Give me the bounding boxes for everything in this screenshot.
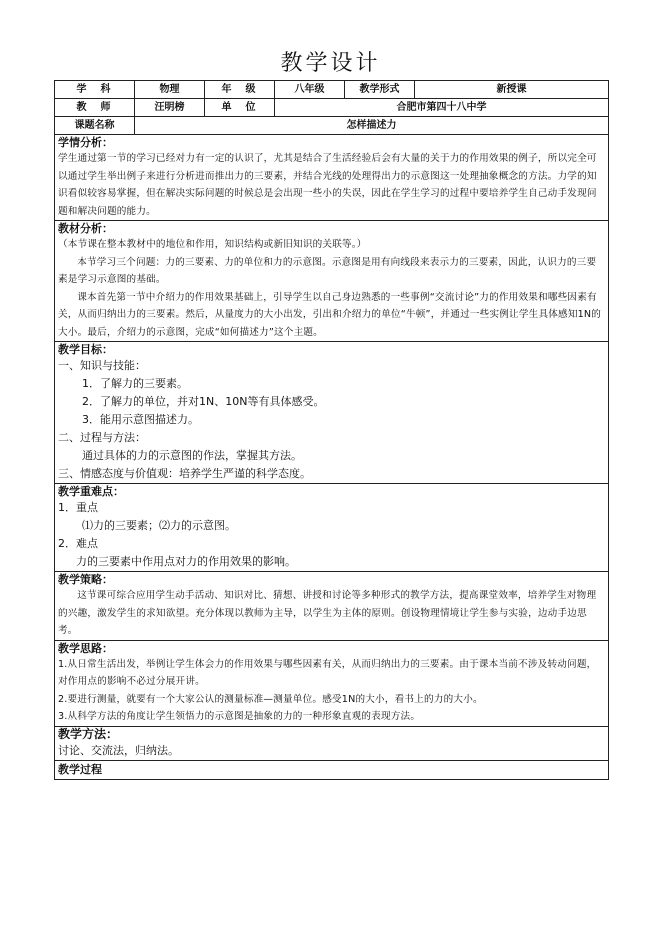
header-row-3 bbox=[55, 117, 609, 135]
teaching-idea-item: 3.从科学方法的角度让学生领悟力的示意图是抽象的力的一种形象直观的表现方法。 bbox=[58, 711, 421, 722]
grade-value: 八年级 bbox=[275, 81, 345, 99]
teaching-methods-heading: 教学方法： bbox=[58, 726, 119, 741]
material-analysis-heading: 教材分析： bbox=[58, 222, 113, 235]
teaching-process-section bbox=[55, 760, 609, 779]
goal-item: 一、知识与技能： bbox=[58, 359, 146, 372]
teaching-ideas-heading: 教学思路： bbox=[58, 641, 113, 655]
lesson-plan-table bbox=[54, 80, 609, 780]
teaching-strategy-text: 这节课可综合应用学生动手活动、知识对比、猜想、讲授和讨论等多种形式的教学方法，提高课堂效率，培养学生对物理的兴趣，激发学生的求知欲望。充分体现以教师为主导，以学生为主体的原则。创设物理情境让学生参与实验，边动手边思考。 bbox=[58, 590, 597, 636]
key-points-section bbox=[55, 484, 609, 572]
learner-analysis-text: 学生通过第一节的学习已经对力有一定的认识了，尤其是结合了生活经验后会有大量的关于力的作用效果的例子，所以完全可以通过学生举出例子来进行分析进而推出力的三要素，并结合光线的处理得出力的示意图这一处理抽象概念的方法。力学的知识看似较容易掌握，但在解决实际问题的时候总是会出现一些小的失误，因此在学生学习的过程中要培养学生自己动手发现问题和解决问题的能力。 bbox=[58, 153, 597, 217]
unit-value: 合肥市第四十八中学 bbox=[275, 99, 609, 117]
material-analysis-note: （本节课在整本教材中的地位和作用，知识结构或新旧知识的关联等。） bbox=[58, 239, 367, 250]
key-point-item: 1．重点 bbox=[58, 501, 98, 514]
goal-item: 1．了解力的三要素。 bbox=[82, 377, 188, 390]
header-row-1 bbox=[55, 81, 609, 99]
key-point-item: 力的三要素中作用点对力的作用效果的影响。 bbox=[76, 555, 296, 568]
teaching-methods-section bbox=[55, 726, 609, 760]
teaching-strategy-heading: 教学策略： bbox=[58, 573, 113, 586]
teaching-goals-heading: 教学目标： bbox=[58, 343, 113, 356]
subject-label: 学 科 bbox=[55, 81, 135, 99]
teaching-idea-item: 2.要进行测量，就要有一个大家公认的测量标准—测量单位。感受1N的大小，看书上的力的大小。 bbox=[58, 693, 483, 705]
subject-value: 物理 bbox=[135, 81, 205, 99]
teaching-strategy-section bbox=[55, 572, 609, 641]
key-point-item: ⑴力的三要素；⑵力的示意图。 bbox=[82, 519, 236, 532]
teaching-idea-item: 1.从日常生活出发，举例让学生体会力的作用效果与哪些因素有关，从而归纳出力的三要素。由于课本当前不涉及转动问题，对作用点的影响不必过分展开讲。 bbox=[58, 658, 597, 687]
header-row-2 bbox=[55, 99, 609, 117]
teaching-goals-section bbox=[55, 342, 609, 484]
goal-item: 2．了解力的单位，并对1N、10N等有具体感受。 bbox=[82, 395, 325, 408]
unit-label: 单 位 bbox=[205, 99, 275, 117]
form-label: 教学形式 bbox=[345, 81, 415, 99]
teaching-methods-text: 讨论、交流法，归纳法。 bbox=[58, 743, 179, 757]
teacher-label: 教 师 bbox=[55, 99, 135, 117]
goal-item: 3．能用示意图描述力。 bbox=[82, 413, 199, 426]
learner-analysis-heading: 学情分析： bbox=[58, 136, 113, 149]
form-value: 新授课 bbox=[415, 81, 609, 99]
material-analysis-text: 课本首先第一节中介绍力的作用效果基础上，引导学生以自己身边熟悉的一些事例“交流讨论”力的作用效果和哪些因素有关，从而归纳出力的三要素。然后，从量度力的大小出发，引出和介绍力的单位“牛顿”，并通过一些实例让学生具体感知1N的大小。最后，介绍力的示意图，完成“如何描述力”这个主题。 bbox=[58, 291, 602, 338]
material-analysis-section bbox=[55, 221, 609, 342]
goal-item: 二、过程与方法： bbox=[58, 431, 146, 444]
goal-item: 三、情感态度与价值观：培养学生严谨的科学态度。 bbox=[58, 467, 311, 480]
teaching-ideas-section bbox=[55, 640, 609, 726]
teaching-process-heading: 教学过程 bbox=[58, 763, 102, 776]
topic-label: 课题名称 bbox=[55, 117, 135, 135]
teacher-value: 汪明榜 bbox=[135, 99, 205, 117]
goal-item: 通过具体的力的示意图的作法，掌握其方法。 bbox=[82, 449, 302, 462]
topic-value: 怎样描述力 bbox=[135, 117, 609, 135]
learner-analysis-section bbox=[55, 135, 609, 221]
material-analysis-text: 本节学习三个问题：力的三要素、力的单位和力的示意图。示意图是用有向线段来表示力的三要素，因此，认识力的三要素是学习示意图的基础。 bbox=[58, 256, 597, 285]
key-points-heading: 教学重难点： bbox=[58, 485, 124, 498]
grade-label: 年 级 bbox=[205, 81, 275, 99]
page-title: 教学设计 bbox=[280, 51, 381, 76]
key-point-item: 2．难点 bbox=[58, 537, 98, 550]
